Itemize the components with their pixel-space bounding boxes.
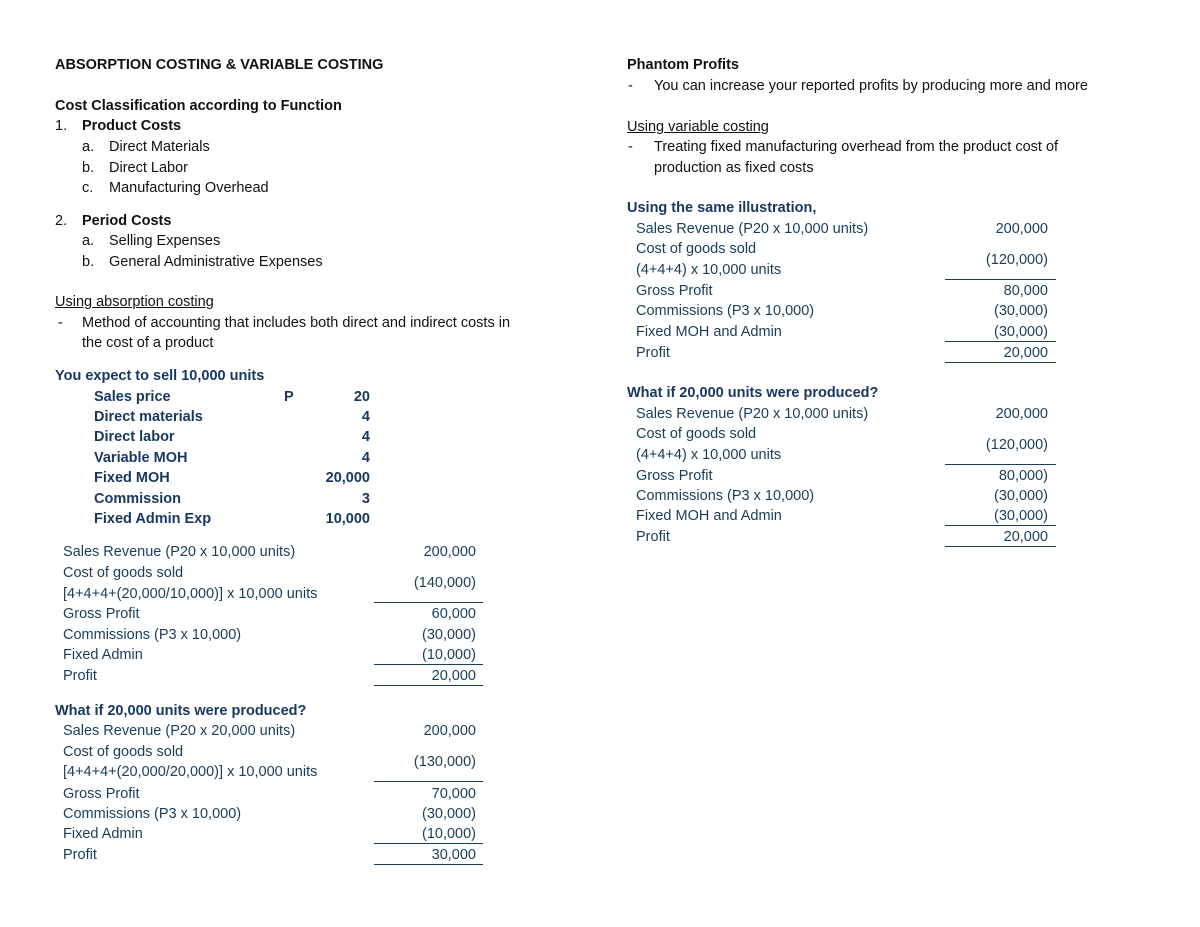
var1-cogs-formula: (4+4+4) x 10,000 units — [636, 262, 782, 278]
abs1-commissions-label: Commissions (P3 x 10,000) — [63, 627, 242, 643]
classification-heading: Cost Classification according to Function — [55, 98, 342, 114]
currency-symbol: P — [284, 389, 294, 405]
period-item-text: General Administrative Expenses — [109, 254, 323, 270]
product-item-marker: a. — [82, 139, 95, 155]
abs2-cogs-rule — [374, 781, 483, 782]
abs1-profit-label: Profit — [63, 668, 97, 684]
var1-fixed-value: (30,000) — [993, 324, 1048, 340]
var2-sales-value: 200,000 — [995, 406, 1048, 422]
abs1-commissions-value: (30,000) — [421, 627, 476, 643]
abs2-profit-rule — [374, 864, 483, 865]
var1-sales-value: 200,000 — [995, 221, 1048, 237]
product-item-text: Manufacturing Overhead — [109, 180, 269, 196]
product-item-marker: b. — [82, 160, 95, 176]
variable-costing-heading: Using variable costing — [627, 119, 769, 135]
var1-profit-label: Profit — [636, 345, 670, 361]
direct-materials-value: 4 — [361, 409, 370, 425]
phantom-profits-text: You can increase your reported profits by producing more and more — [654, 78, 1088, 94]
abs2-gross-profit-value: 70,000 — [431, 786, 476, 802]
abs2-fixed-admin-value: (10,000) — [421, 826, 476, 842]
var2-commissions-label: Commissions (P3 x 10,000) — [636, 488, 815, 504]
var1-profit-rule — [945, 362, 1056, 363]
direct-labor-label: Direct labor — [94, 429, 175, 445]
period-costs-label: Period Costs — [82, 213, 172, 229]
abs1-profit-value: 20,000 — [431, 668, 476, 684]
abs1-gross-profit-label: Gross Profit — [63, 606, 140, 622]
direct-labor-value: 4 — [361, 429, 370, 445]
document-title: ABSORPTION COSTING & VARIABLE COSTING — [55, 57, 384, 73]
var2-sales-label: Sales Revenue (P20 x 10,000 units) — [636, 406, 869, 422]
var2-heading: What if 20,000 units were produced? — [627, 385, 879, 401]
var2-commissions-value: (30,000) — [993, 488, 1048, 504]
var2-gross-profit-label: Gross Profit — [636, 468, 713, 484]
abs2-admin-rule — [374, 843, 483, 844]
abs1-sales-label: Sales Revenue (P20 x 10,000 units) — [63, 544, 296, 560]
period-item-marker: a. — [82, 233, 95, 249]
product-item-marker: c. — [82, 180, 94, 196]
var1-gross-profit-label: Gross Profit — [636, 283, 713, 299]
var1-cogs-label: Cost of goods sold — [636, 241, 757, 257]
abs2-cogs-formula: [4+4+4+(20,000/20,000)] x 10,000 units — [63, 764, 318, 780]
product-costs-number: 1. — [55, 118, 68, 134]
abs2-profit-value: 30,000 — [431, 847, 476, 863]
var2-cogs-label: Cost of goods sold — [636, 426, 757, 442]
variable-description-line2: production as fixed costs — [654, 160, 814, 176]
fixed-admin-exp-value: 10,000 — [325, 511, 370, 527]
abs2-profit-label: Profit — [63, 847, 97, 863]
abs2-sales-value: 200,000 — [423, 723, 476, 739]
var2-cogs-formula: (4+4+4) x 10,000 units — [636, 447, 782, 463]
var2-profit-rule — [945, 546, 1056, 547]
expectation-heading: You expect to sell 10,000 units — [55, 368, 265, 384]
abs1-cogs-rule — [374, 602, 483, 603]
period-item-text: Selling Expenses — [109, 233, 221, 249]
variable-bullet: - — [628, 139, 633, 155]
variable-moh-label: Variable MOH — [94, 450, 188, 466]
abs1-admin-rule — [374, 664, 483, 665]
product-item-text: Direct Materials — [109, 139, 210, 155]
var1-fixed-label: Fixed MOH and Admin — [636, 324, 782, 340]
abs1-cogs-value: (140,000) — [413, 575, 476, 591]
sales-price-value: 20 — [353, 389, 370, 405]
var1-commissions-value: (30,000) — [993, 303, 1048, 319]
var2-fixed-rule — [945, 525, 1056, 526]
var1-fixed-rule — [945, 341, 1056, 342]
absorption-costing-heading: Using absorption costing — [55, 294, 214, 310]
phantom-bullet: - — [628, 78, 633, 94]
variable-moh-value: 4 — [361, 450, 370, 466]
abs1-profit-rule — [374, 685, 483, 686]
abs1-cogs-formula: [4+4+4+(20,000/10,000)] x 10,000 units — [63, 586, 318, 602]
abs2-sales-label: Sales Revenue (P20 x 20,000 units) — [63, 723, 296, 739]
var2-profit-value: 20,000 — [1003, 529, 1048, 545]
variable-description-line1: Treating fixed manufacturing overhead from the product cost of — [654, 139, 1059, 155]
var2-cogs-value: (120,000) — [985, 437, 1048, 453]
absorption-bullet: - — [58, 315, 63, 331]
var2-fixed-value: (30,000) — [993, 508, 1048, 524]
var1-gross-profit-value: 80,000 — [1003, 283, 1048, 299]
var1-profit-value: 20,000 — [1003, 345, 1048, 361]
fixed-admin-exp-label: Fixed Admin Exp — [94, 511, 212, 527]
abs2-fixed-admin-label: Fixed Admin — [63, 826, 143, 842]
abs2-commissions-label: Commissions (P3 x 10,000) — [63, 806, 242, 822]
abs1-fixed-admin-label: Fixed Admin — [63, 647, 143, 663]
period-costs-number: 2. — [55, 213, 68, 229]
abs1-cogs-label: Cost of goods sold — [63, 565, 184, 581]
fixed-moh-label: Fixed MOH — [94, 470, 170, 486]
abs2-heading: What if 20,000 units were produced? — [55, 703, 307, 719]
abs2-gross-profit-label: Gross Profit — [63, 786, 140, 802]
direct-materials-label: Direct materials — [94, 409, 203, 425]
var2-gross-profit-value: 80,000) — [998, 468, 1048, 484]
abs1-fixed-admin-value: (10,000) — [421, 647, 476, 663]
absorption-description-line1: Method of accounting that includes both direct and indirect costs in — [82, 315, 511, 331]
var1-cogs-value: (120,000) — [985, 252, 1048, 268]
fixed-moh-value: 20,000 — [325, 470, 370, 486]
sales-price-label: Sales price — [94, 389, 171, 405]
var1-heading: Using the same illustration, — [627, 200, 817, 216]
phantom-profits-heading: Phantom Profits — [627, 57, 739, 73]
abs1-sales-value: 200,000 — [423, 544, 476, 560]
abs1-gross-profit-value: 60,000 — [431, 606, 476, 622]
abs2-commissions-value: (30,000) — [421, 806, 476, 822]
commission-label: Commission — [94, 491, 182, 507]
period-item-marker: b. — [82, 254, 95, 270]
absorption-description-line2: the cost of a product — [82, 335, 214, 351]
abs2-cogs-label: Cost of goods sold — [63, 744, 184, 760]
abs2-cogs-value: (130,000) — [413, 754, 476, 770]
var2-profit-label: Profit — [636, 529, 670, 545]
var1-commissions-label: Commissions (P3 x 10,000) — [636, 303, 815, 319]
var1-cogs-rule — [945, 279, 1056, 280]
var1-sales-label: Sales Revenue (P20 x 10,000 units) — [636, 221, 869, 237]
var2-cogs-rule — [945, 464, 1056, 465]
commission-value: 3 — [361, 491, 370, 507]
product-costs-label: Product Costs — [82, 118, 182, 134]
var2-fixed-label: Fixed MOH and Admin — [636, 508, 782, 524]
product-item-text: Direct Labor — [109, 160, 188, 176]
